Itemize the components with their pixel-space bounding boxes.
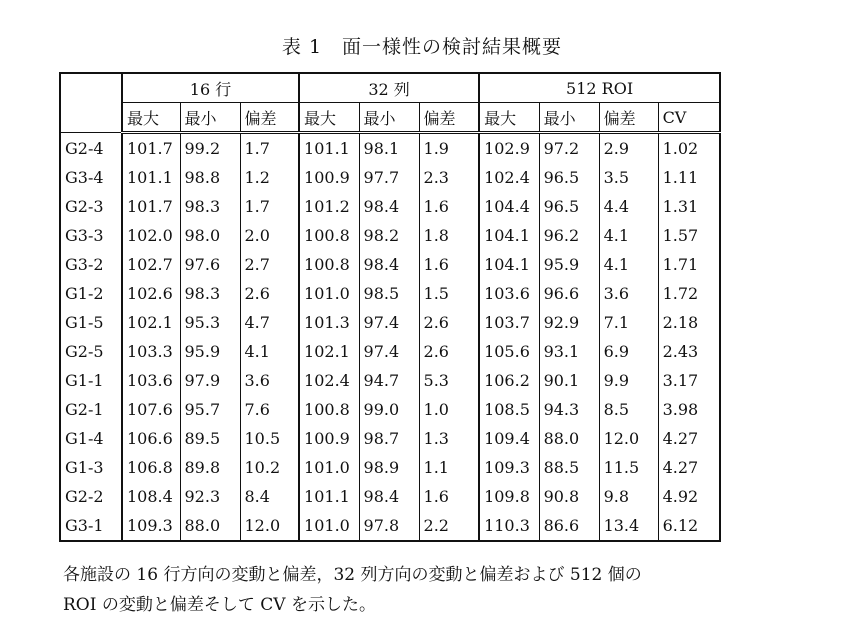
value-cell: 102.6 — [122, 279, 180, 308]
table-row — [60, 482, 720, 511]
value-cell: 90.1 — [539, 366, 599, 395]
value-cell: 92.3 — [180, 482, 240, 511]
value-cell: 101.1 — [299, 482, 359, 511]
value-cell: 98.0 — [180, 221, 240, 250]
value-cell: 88.0 — [539, 424, 599, 453]
value-cell: 3.6 — [240, 366, 299, 395]
col-header-max: 最大 — [479, 103, 539, 133]
sub-header-row — [60, 103, 720, 133]
value-cell: 89.5 — [180, 424, 240, 453]
value-cell: 96.5 — [539, 163, 599, 192]
value-cell: 100.8 — [299, 221, 359, 250]
row-label-cell: G2-2 — [60, 482, 122, 511]
value-cell: 97.4 — [359, 337, 419, 366]
value-cell: 2.7 — [240, 250, 299, 279]
table-row — [60, 279, 720, 308]
value-cell: 101.0 — [299, 511, 359, 541]
value-cell: 98.8 — [180, 163, 240, 192]
row-label-cell: G1-5 — [60, 308, 122, 337]
value-cell: 103.6 — [122, 366, 180, 395]
value-cell: 88.0 — [180, 511, 240, 541]
table-row — [60, 453, 720, 482]
value-cell: 106.2 — [479, 366, 539, 395]
group-header-512-roi: 512 ROI — [479, 73, 720, 103]
row-label-cell: G2-5 — [60, 337, 122, 366]
col-header-deviation: 偏差 — [599, 103, 658, 133]
table-row — [60, 163, 720, 192]
value-cell: 98.3 — [180, 279, 240, 308]
value-cell: 12.0 — [240, 511, 299, 541]
value-cell: 100.9 — [299, 424, 359, 453]
value-cell: 98.7 — [359, 424, 419, 453]
value-cell: 95.7 — [180, 395, 240, 424]
table-row — [60, 133, 720, 164]
value-cell: 4.1 — [240, 337, 299, 366]
value-cell: 98.2 — [359, 221, 419, 250]
value-cell: 102.1 — [299, 337, 359, 366]
value-cell: 95.9 — [180, 337, 240, 366]
table-row — [60, 424, 720, 453]
value-cell: 1.7 — [240, 133, 299, 164]
value-cell: 2.0 — [240, 221, 299, 250]
value-cell: 1.31 — [658, 192, 720, 221]
table-row — [60, 395, 720, 424]
value-cell: 89.8 — [180, 453, 240, 482]
value-cell: 104.4 — [479, 192, 539, 221]
value-cell: 106.6 — [122, 424, 180, 453]
value-cell: 1.1 — [419, 453, 479, 482]
value-cell: 102.9 — [479, 133, 539, 164]
value-cell: 108.4 — [122, 482, 180, 511]
value-cell: 92.9 — [539, 308, 599, 337]
value-cell: 2.6 — [419, 337, 479, 366]
table-row — [60, 221, 720, 250]
value-cell: 3.98 — [658, 395, 720, 424]
value-cell: 1.6 — [419, 250, 479, 279]
row-label-cell: G2-4 — [60, 133, 122, 164]
row-label-cell: G1-1 — [60, 366, 122, 395]
col-header-deviation: 偏差 — [419, 103, 479, 133]
value-cell: 1.02 — [658, 133, 720, 164]
value-cell: 2.6 — [419, 308, 479, 337]
col-header-deviation: 偏差 — [240, 103, 299, 133]
value-cell: 88.5 — [539, 453, 599, 482]
value-cell: 101.7 — [122, 133, 180, 164]
row-label-cell: G3-1 — [60, 511, 122, 541]
value-cell: 5.3 — [419, 366, 479, 395]
value-cell: 2.3 — [419, 163, 479, 192]
value-cell: 4.27 — [658, 453, 720, 482]
value-cell: 95.3 — [180, 308, 240, 337]
value-cell: 103.6 — [479, 279, 539, 308]
value-cell: 100.8 — [299, 395, 359, 424]
uniformity-table — [59, 72, 721, 542]
table-row — [60, 192, 720, 221]
value-cell: 109.4 — [479, 424, 539, 453]
value-cell: 99.0 — [359, 395, 419, 424]
value-cell: 102.7 — [122, 250, 180, 279]
value-cell: 1.71 — [658, 250, 720, 279]
value-cell: 100.8 — [299, 250, 359, 279]
value-cell: 101.2 — [299, 192, 359, 221]
value-cell: 1.6 — [419, 482, 479, 511]
value-cell: 4.4 — [599, 192, 658, 221]
value-cell: 97.2 — [539, 133, 599, 164]
value-cell: 1.72 — [658, 279, 720, 308]
value-cell: 1.11 — [658, 163, 720, 192]
value-cell: 3.5 — [599, 163, 658, 192]
row-label-cell: G1-3 — [60, 453, 122, 482]
value-cell: 95.9 — [539, 250, 599, 279]
value-cell: 98.4 — [359, 482, 419, 511]
group-header-32-cols: 32 列 — [299, 73, 479, 103]
table-row — [60, 511, 720, 541]
value-cell: 9.8 — [599, 482, 658, 511]
table-row — [60, 250, 720, 279]
value-cell: 104.1 — [479, 250, 539, 279]
value-cell: 96.2 — [539, 221, 599, 250]
value-cell: 96.5 — [539, 192, 599, 221]
col-header-max: 最大 — [299, 103, 359, 133]
value-cell: 97.7 — [359, 163, 419, 192]
value-cell: 1.5 — [419, 279, 479, 308]
value-cell: 3.6 — [599, 279, 658, 308]
value-cell: 11.5 — [599, 453, 658, 482]
value-cell: 7.6 — [240, 395, 299, 424]
value-cell: 1.7 — [240, 192, 299, 221]
row-label-cell: G1-2 — [60, 279, 122, 308]
value-cell: 101.1 — [299, 133, 359, 164]
row-label-cell: G2-3 — [60, 192, 122, 221]
value-cell: 4.1 — [599, 221, 658, 250]
value-cell: 8.5 — [599, 395, 658, 424]
value-cell: 102.4 — [479, 163, 539, 192]
value-cell: 6.9 — [599, 337, 658, 366]
value-cell: 1.6 — [419, 192, 479, 221]
value-cell: 103.7 — [479, 308, 539, 337]
value-cell: 93.1 — [539, 337, 599, 366]
corner-cell — [60, 73, 122, 133]
table-row — [60, 337, 720, 366]
value-cell: 2.9 — [599, 133, 658, 164]
value-cell: 1.2 — [240, 163, 299, 192]
value-cell: 6.12 — [658, 511, 720, 541]
value-cell: 98.9 — [359, 453, 419, 482]
table-row — [60, 308, 720, 337]
value-cell: 102.1 — [122, 308, 180, 337]
value-cell: 99.2 — [180, 133, 240, 164]
group-header-16-rows: 16 行 — [122, 73, 299, 103]
value-cell: 109.3 — [122, 511, 180, 541]
value-cell: 94.7 — [359, 366, 419, 395]
value-cell: 10.5 — [240, 424, 299, 453]
row-label-cell: G3-2 — [60, 250, 122, 279]
caption-line: 各施設の 16 行方向の変動と偏差，32 列方向の変動と偏差および 512 個の — [63, 565, 642, 585]
row-label-cell: G3-4 — [60, 163, 122, 192]
value-cell: 108.5 — [479, 395, 539, 424]
table-row — [60, 366, 720, 395]
value-cell: 106.8 — [122, 453, 180, 482]
value-cell: 97.6 — [180, 250, 240, 279]
value-cell: 3.17 — [658, 366, 720, 395]
value-cell: 101.1 — [122, 163, 180, 192]
col-header-max: 最大 — [122, 103, 180, 133]
value-cell: 104.1 — [479, 221, 539, 250]
value-cell: 9.9 — [599, 366, 658, 395]
value-cell: 102.0 — [122, 221, 180, 250]
value-cell: 4.27 — [658, 424, 720, 453]
value-cell: 98.4 — [359, 250, 419, 279]
col-header-min: 最小 — [539, 103, 599, 133]
value-cell: 98.1 — [359, 133, 419, 164]
value-cell: 4.1 — [599, 250, 658, 279]
row-label-cell: G1-4 — [60, 424, 122, 453]
value-cell: 1.0 — [419, 395, 479, 424]
value-cell: 96.6 — [539, 279, 599, 308]
col-header-min: 最小 — [180, 103, 240, 133]
value-cell: 98.3 — [180, 192, 240, 221]
value-cell: 97.4 — [359, 308, 419, 337]
col-header-cv: CV — [658, 103, 720, 133]
value-cell: 2.43 — [658, 337, 720, 366]
value-cell: 1.9 — [419, 133, 479, 164]
value-cell: 101.7 — [122, 192, 180, 221]
value-cell: 12.0 — [599, 424, 658, 453]
value-cell: 4.92 — [658, 482, 720, 511]
value-cell: 10.2 — [240, 453, 299, 482]
value-cell: 110.3 — [479, 511, 539, 541]
col-header-min: 最小 — [359, 103, 419, 133]
value-cell: 8.4 — [240, 482, 299, 511]
value-cell: 97.8 — [359, 511, 419, 541]
value-cell: 1.8 — [419, 221, 479, 250]
value-cell: 2.6 — [240, 279, 299, 308]
row-label-cell: G3-3 — [60, 221, 122, 250]
value-cell: 97.9 — [180, 366, 240, 395]
value-cell: 107.6 — [122, 395, 180, 424]
value-cell: 90.8 — [539, 482, 599, 511]
table-body — [60, 133, 720, 542]
value-cell: 98.5 — [359, 279, 419, 308]
value-cell: 4.7 — [240, 308, 299, 337]
value-cell: 2.2 — [419, 511, 479, 541]
group-header-row — [60, 73, 720, 103]
value-cell: 103.3 — [122, 337, 180, 366]
value-cell: 109.3 — [479, 453, 539, 482]
value-cell: 101.3 — [299, 308, 359, 337]
caption-line: ROI の変動と偏差そして CV を示した。 — [63, 595, 376, 615]
value-cell: 2.18 — [658, 308, 720, 337]
value-cell: 7.1 — [599, 308, 658, 337]
row-label-cell: G2-1 — [60, 395, 122, 424]
value-cell: 86.6 — [539, 511, 599, 541]
value-cell: 102.4 — [299, 366, 359, 395]
value-cell: 101.0 — [299, 279, 359, 308]
table-caption — [63, 560, 783, 620]
value-cell: 13.4 — [599, 511, 658, 541]
value-cell: 98.4 — [359, 192, 419, 221]
value-cell: 1.57 — [658, 221, 720, 250]
value-cell: 109.8 — [479, 482, 539, 511]
value-cell: 100.9 — [299, 163, 359, 192]
value-cell: 101.0 — [299, 453, 359, 482]
value-cell: 1.3 — [419, 424, 479, 453]
value-cell: 105.6 — [479, 337, 539, 366]
value-cell: 94.3 — [539, 395, 599, 424]
table-title: 表 1 面一様性の検討結果概要 — [281, 36, 563, 58]
